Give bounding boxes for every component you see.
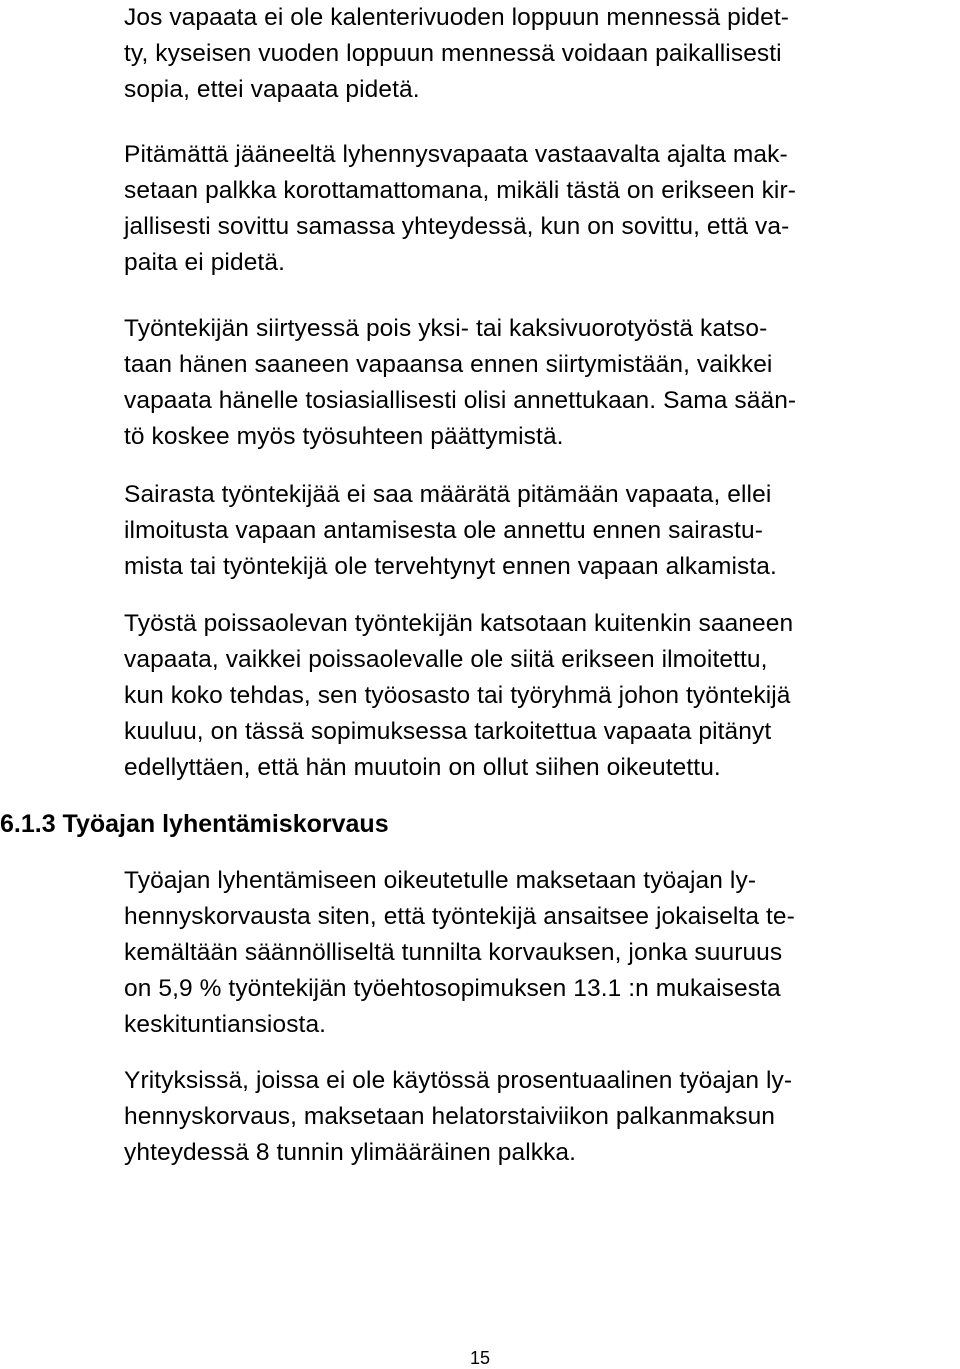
text-line: keskituntiansiosta. xyxy=(124,1011,327,1038)
paragraph-unused-leave-pay xyxy=(124,137,960,281)
text-line: mista tai työntekijä ole tervehtynyt ennen vapaan alkamista. xyxy=(124,553,777,580)
text-line: taan hänen saaneen vapaansa ennen siirtymistään, vaikkei xyxy=(124,351,773,378)
text-line: on 5,9 % työntekijän työehtosopimuksen 13.1 :n mukaisesta xyxy=(124,975,781,1002)
paragraph-shift-transfer xyxy=(124,311,960,455)
text-line: kun koko tehdas, sen työosasto tai työryhmä johon työntekijä xyxy=(124,682,791,709)
text-line: Työstä poissaolevan työntekijän katsotaan kuitenkin saaneen xyxy=(124,610,794,637)
text-line: setaan palkka korottamattomana, mikäli tästä on erikseen kir- xyxy=(124,177,796,204)
text-line: kuuluu, on tässä sopimuksessa tarkoitettua vapaata pitänyt xyxy=(124,718,772,745)
section-heading: 6.1.3 Työajan lyhentämiskorvaus xyxy=(0,810,389,838)
text-line: hennyskorvaus, maksetaan helatorstaiviikon palkanmaksun xyxy=(124,1103,776,1130)
text-line: Työajan lyhentämiseen oikeutetulle maksetaan työajan ly- xyxy=(124,867,757,894)
text-line: ty, kyseisen vuoden loppuun mennessä voidaan paikallisesti xyxy=(124,40,782,67)
paragraph-absent-employee xyxy=(124,606,960,786)
text-line: sopia, ettei vapaata pidetä. xyxy=(124,76,420,103)
text-line: Työntekijän siirtyessä pois yksi- tai kaksivuorotyöstä katso- xyxy=(124,315,768,342)
page-number: 15 xyxy=(469,1348,491,1368)
text-line: ilmoitusta vapaan antamisesta ole annettu ennen sairastu- xyxy=(124,517,764,544)
text-line: yhteydessä 8 tunnin ylimääräinen palkka. xyxy=(124,1139,577,1166)
paragraph-reduction-compensation xyxy=(124,863,960,1043)
text-line: vapaata, vaikkei poissaolevalle ole siitä erikseen ilmoitettu, xyxy=(124,646,768,673)
paragraph-vacation-deadline xyxy=(124,0,960,108)
text-line: edellyttäen, että hän muutoin on ollut siihen oikeutettu. xyxy=(124,754,721,781)
text-line: Pitämättä jääneeltä lyhennysvapaata vastaavalta ajalta mak- xyxy=(124,141,788,168)
text-line: tö koskee myös työsuhteen päättymistä. xyxy=(124,423,564,450)
text-line: Jos vapaata ei ole kalenterivuoden loppuun mennessä pidet- xyxy=(124,4,790,31)
text-line: hennyskorvausta siten, että työntekijä ansaitsee jokaiselta te- xyxy=(124,903,795,930)
text-line: vapaata hänelle tosiasiallisesti olisi annettukaan. Sama sään- xyxy=(124,387,797,414)
text-line: jallisesti sovittu samassa yhteydessä, kun on sovittu, että va- xyxy=(124,213,790,240)
text-line: kemältään säännölliseltä tunnilta korvauksen, jonka suuruus xyxy=(124,939,783,966)
text-line: Sairasta työntekijää ei saa määrätä pitämään vapaata, ellei xyxy=(124,481,772,508)
paragraph-sick-employee xyxy=(124,477,960,585)
text-line: paita ei pidetä. xyxy=(124,249,285,276)
text-line: Yrityksissä, joissa ei ole käytössä prosentuaalinen työajan ly- xyxy=(124,1067,793,1094)
paragraph-ascension-week-pay xyxy=(124,1063,960,1171)
